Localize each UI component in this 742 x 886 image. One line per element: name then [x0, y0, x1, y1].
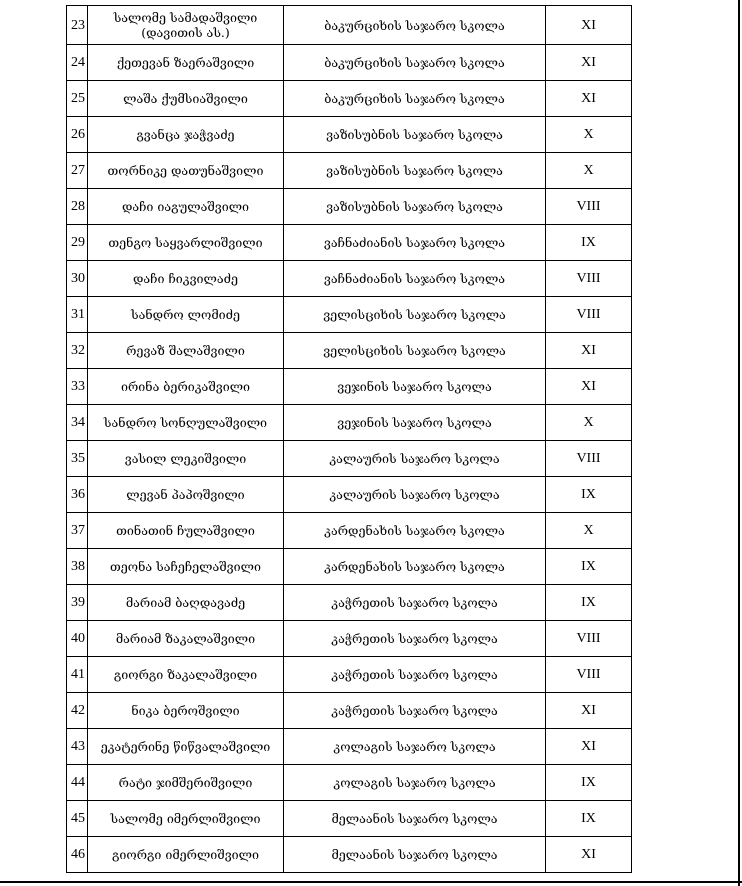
- row-number-cell: 31: [67, 297, 88, 333]
- grade-cell: XI: [546, 729, 632, 765]
- row-number-cell: 40: [67, 621, 88, 657]
- student-name-cell: ვასილ ლეკიშვილი: [88, 441, 284, 477]
- student-name-cell: გიორგი ზაკალაშვილი: [88, 657, 284, 693]
- row-number-cell: 34: [67, 405, 88, 441]
- grade-cell: XI: [546, 45, 632, 81]
- row-number-cell: 39: [67, 585, 88, 621]
- row-number-cell: 33: [67, 369, 88, 405]
- table-row: [67, 693, 632, 729]
- table-row: [67, 261, 632, 297]
- grade-cell: XI: [546, 693, 632, 729]
- row-number-cell: 46: [67, 837, 88, 873]
- table-row: [67, 441, 632, 477]
- grade-cell: X: [546, 513, 632, 549]
- grade-cell: VIII: [546, 441, 632, 477]
- school-name-cell: მელაანის საჯარო სკოლა: [284, 837, 546, 873]
- table-row: [67, 729, 632, 765]
- page-right-edge: [738, 0, 740, 886]
- row-number-cell: 30: [67, 261, 88, 297]
- row-number-cell: 23: [67, 6, 88, 45]
- student-name-cell: რევაზ შალაშვილი: [88, 333, 284, 369]
- page-bottom-rule: [0, 881, 742, 883]
- grade-cell: VIII: [546, 657, 632, 693]
- table-row: [67, 621, 632, 657]
- table-row: [67, 837, 632, 873]
- school-name-cell: ვაზისუბნის საჯარო სკოლა: [284, 189, 546, 225]
- table-row: [67, 117, 632, 153]
- school-name-cell: მელაანის საჯარო სკოლა: [284, 801, 546, 837]
- row-number-cell: 41: [67, 657, 88, 693]
- row-number-cell: 28: [67, 189, 88, 225]
- row-number-cell: 42: [67, 693, 88, 729]
- table-row: [67, 189, 632, 225]
- table-row: [67, 45, 632, 81]
- school-name-cell: ბაკურციხის საჯარო სკოლა: [284, 45, 546, 81]
- student-name-cell: სანდრო ლომიძე: [88, 297, 284, 333]
- grade-cell: XI: [546, 333, 632, 369]
- grade-cell: VIII: [546, 189, 632, 225]
- row-number-cell: 29: [67, 225, 88, 261]
- student-name-cell: დაჩი იაგულაშვილი: [88, 189, 284, 225]
- school-name-cell: ვაზისუბნის საჯარო სკოლა: [284, 153, 546, 189]
- student-name-cell: ირინა ბერიკაშვილი: [88, 369, 284, 405]
- row-number-cell: 32: [67, 333, 88, 369]
- grade-cell: IX: [546, 225, 632, 261]
- grade-cell: VIII: [546, 621, 632, 657]
- student-name-cell: ლაშა ქუმსიაშვილი: [88, 81, 284, 117]
- row-number-cell: 43: [67, 729, 88, 765]
- school-name-cell: ვაზისუბნის საჯარო სკოლა: [284, 117, 546, 153]
- student-name-cell: თორნიკე დათუნაშვილი: [88, 153, 284, 189]
- grade-cell: X: [546, 153, 632, 189]
- table-row: [67, 405, 632, 441]
- student-name-cell: ეკატერინე წიწვალაშვილი: [88, 729, 284, 765]
- student-name: სალომე სამადაშვილი (დავითის ას.): [113, 10, 258, 40]
- school-name-cell: კოლაგის საჯარო სკოლა: [284, 765, 546, 801]
- row-number-cell: 36: [67, 477, 88, 513]
- school-name-cell: კალაურის საჯარო სკოლა: [284, 477, 546, 513]
- row-number-cell: 24: [67, 45, 88, 81]
- table-row: [67, 81, 632, 117]
- table-row: [67, 801, 632, 837]
- student-name-cell: ქეთევან ზაერაშვილი: [88, 45, 284, 81]
- school-name-cell: კარდენახის საჯარო სკოლა: [284, 513, 546, 549]
- student-name-cell: ნიკა ბეროშვილი: [88, 693, 284, 729]
- grade-cell: VIII: [546, 261, 632, 297]
- student-name-cell: თინათინ ჩულაშვილი: [88, 513, 284, 549]
- student-name-cell: სანდრო სონღულაშვილი: [88, 405, 284, 441]
- table-row: [67, 765, 632, 801]
- school-name-cell: კაჭრეთის საჯარო სკოლა: [284, 657, 546, 693]
- grade-cell: X: [546, 405, 632, 441]
- school-name-cell: კალაურის საჯარო სკოლა: [284, 441, 546, 477]
- row-number-cell: 44: [67, 765, 88, 801]
- grade-cell: IX: [546, 549, 632, 585]
- school-name-cell: კაჭრეთის საჯარო სკოლა: [284, 693, 546, 729]
- grade-cell: XI: [546, 837, 632, 873]
- table-row: [67, 333, 632, 369]
- table-row: [67, 153, 632, 189]
- table-row: [67, 657, 632, 693]
- student-name-cell: სალომე იმერლიშვილი: [88, 801, 284, 837]
- student-name-cell: დაჩი ჩიკვილაძე: [88, 261, 284, 297]
- table-row: [67, 225, 632, 261]
- table-row: [67, 585, 632, 621]
- row-number-cell: 38: [67, 549, 88, 585]
- school-name-cell: კარდენახის საჯარო სკოლა: [284, 549, 546, 585]
- school-name-cell: ვეჯინის საჯარო სკოლა: [284, 405, 546, 441]
- student-name-cell: ლევან პაპოშვილი: [88, 477, 284, 513]
- grade-cell: VIII: [546, 297, 632, 333]
- table-row: [67, 6, 632, 45]
- grade-cell: XI: [546, 6, 632, 45]
- school-name-cell: ველისციხის საჯარო სკოლა: [284, 333, 546, 369]
- grade-cell: IX: [546, 801, 632, 837]
- student-name-cell: გიორგი იმერლიშვილი: [88, 837, 284, 873]
- table-row: [67, 549, 632, 585]
- student-name-cell: მარიამ ზაკალაშვილი: [88, 621, 284, 657]
- students-table: [66, 5, 632, 873]
- row-number-cell: 37: [67, 513, 88, 549]
- student-name-cell: თეონა საჩეჩელაშვილი: [88, 549, 284, 585]
- student-name-cell: [88, 6, 284, 45]
- school-name-cell: ვაჩნაძიანის საჯარო სკოლა: [284, 225, 546, 261]
- school-name-cell: კოლაგის საჯარო სკოლა: [284, 729, 546, 765]
- school-name-cell: ველისციხის საჯარო სკოლა: [284, 297, 546, 333]
- table-row: [67, 477, 632, 513]
- grade-cell: IX: [546, 585, 632, 621]
- grade-cell: IX: [546, 765, 632, 801]
- school-name-cell: ვეჯინის საჯარო სკოლა: [284, 369, 546, 405]
- grade-cell: IX: [546, 477, 632, 513]
- school-name-cell: ბაკურციხის საჯარო სკოლა: [284, 6, 546, 45]
- grade-cell: XI: [546, 369, 632, 405]
- table-row: [67, 513, 632, 549]
- grade-cell: XI: [546, 81, 632, 117]
- student-name-cell: თენგო საყვარლიშვილი: [88, 225, 284, 261]
- students-table-body: [67, 6, 632, 873]
- row-number-cell: 27: [67, 153, 88, 189]
- row-number-cell: 25: [67, 81, 88, 117]
- school-name-cell: კაჭრეთის საჯარო სკოლა: [284, 621, 546, 657]
- student-name-cell: მარიამ ბაღდავაძე: [88, 585, 284, 621]
- student-name-cell: გვანცა ჯაჭვაძე: [88, 117, 284, 153]
- row-number-cell: 26: [67, 117, 88, 153]
- row-number-cell: 35: [67, 441, 88, 477]
- row-number-cell: 45: [67, 801, 88, 837]
- student-name-cell: რატი ჯიმშერიშვილი: [88, 765, 284, 801]
- table-row: [67, 297, 632, 333]
- school-name-cell: ვაჩნაძიანის საჯარო სკოლა: [284, 261, 546, 297]
- grade-cell: X: [546, 117, 632, 153]
- school-name-cell: ბაკურციხის საჯარო სკოლა: [284, 81, 546, 117]
- school-name-cell: კაჭრეთის საჯარო სკოლა: [284, 585, 546, 621]
- table-row: [67, 369, 632, 405]
